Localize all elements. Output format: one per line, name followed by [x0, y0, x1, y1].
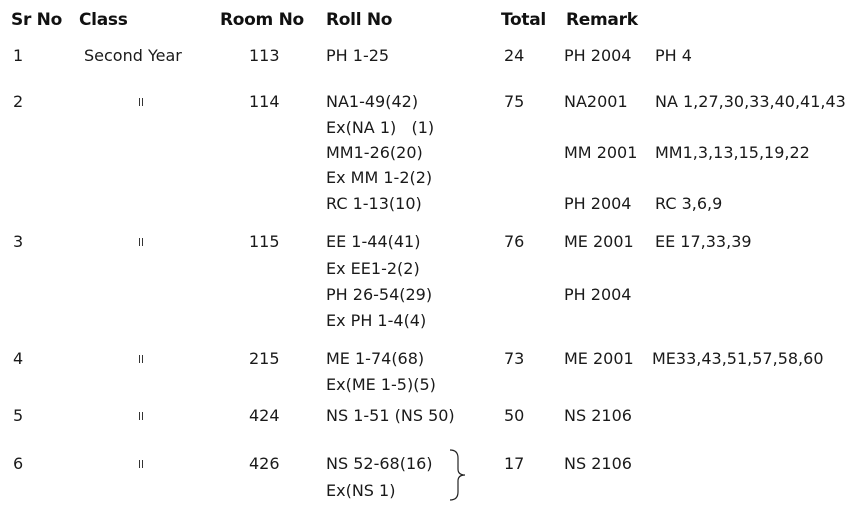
roll-no-cell: NS 52-68(16): [326, 454, 433, 473]
roll-no-cell: MM1-26(20): [326, 143, 423, 162]
total-cell: 24: [504, 46, 525, 65]
header-room-no: Room No: [220, 10, 304, 30]
sr-no-cell: 3: [13, 232, 24, 251]
header-remark: Remark: [566, 10, 638, 30]
header-total: Total: [501, 10, 546, 30]
class-cell: Second Year: [84, 46, 182, 65]
remark-code: NA2001: [564, 92, 628, 111]
remark-note: EE 17,33,39: [655, 232, 752, 251]
remark-note: ME33,43,51,57,58,60: [652, 349, 824, 368]
sr-no-cell: 2: [13, 92, 24, 111]
header-sr-no: Sr No: [11, 10, 62, 30]
sr-no-cell: 1: [13, 46, 24, 65]
roll-no-cell: PH 26-54(29): [326, 285, 433, 304]
roll-no-cell: EE 1-44(41): [326, 232, 421, 251]
total-cell: 75: [504, 92, 525, 111]
header-roll-no: Roll No: [326, 10, 393, 30]
total-cell: 50: [504, 406, 525, 425]
room-no-cell: 114: [249, 92, 280, 111]
ditto-mark: [139, 412, 143, 420]
ditto-mark: [139, 355, 143, 363]
sr-no-cell: 6: [13, 454, 24, 473]
remark-code: NS 2106: [564, 454, 632, 473]
total-cell: 17: [504, 454, 525, 473]
roll-no-cell: ME 1-74(68): [326, 349, 425, 368]
ditto-mark: [139, 460, 143, 468]
remark-code: NS 2106: [564, 406, 632, 425]
remark-note: MM1,3,13,15,19,22: [655, 143, 810, 162]
right-brace-icon: [448, 448, 468, 502]
remark-code: ME 2001: [564, 232, 634, 251]
sr-no-cell: 4: [13, 349, 24, 368]
roll-no-cell: NA1-49(42): [326, 92, 419, 111]
sr-no-cell: 5: [13, 406, 24, 425]
ditto-mark: [139, 238, 143, 246]
roll-no-cell: RC 1-13(10): [326, 194, 422, 213]
header-class: Class: [79, 10, 128, 30]
room-no-cell: 113: [249, 46, 280, 65]
roll-no-cell: Ex PH 1-4(4): [326, 311, 427, 330]
roll-no-cell: PH 1-25: [326, 46, 390, 65]
remark-note: NA 1,27,30,33,40,41,43: [655, 92, 846, 111]
roll-no-cell: Ex(NS 1): [326, 481, 396, 500]
room-no-cell: 215: [249, 349, 280, 368]
roll-no-cell: NS 1-51 (NS 50): [326, 406, 455, 425]
remark-note: PH 4: [655, 46, 692, 65]
room-no-cell: 426: [249, 454, 280, 473]
remark-code: PH 2004: [564, 46, 632, 65]
remark-code: ME 2001: [564, 349, 634, 368]
remark-note: RC 3,6,9: [655, 194, 723, 213]
total-cell: 76: [504, 232, 525, 251]
room-no-cell: 424: [249, 406, 280, 425]
roll-no-cell: Ex(NA 1) (1): [326, 118, 435, 137]
ditto-mark: [139, 98, 143, 106]
roll-no-cell: Ex EE1-2(2): [326, 259, 420, 278]
roll-no-cell: Ex MM 1-2(2): [326, 168, 433, 187]
room-no-cell: 115: [249, 232, 280, 251]
roll-no-cell: Ex(ME 1-5)(5): [326, 375, 436, 394]
total-cell: 73: [504, 349, 525, 368]
remark-code: PH 2004: [564, 194, 632, 213]
remark-code: MM 2001: [564, 143, 638, 162]
remark-code: PH 2004: [564, 285, 632, 304]
